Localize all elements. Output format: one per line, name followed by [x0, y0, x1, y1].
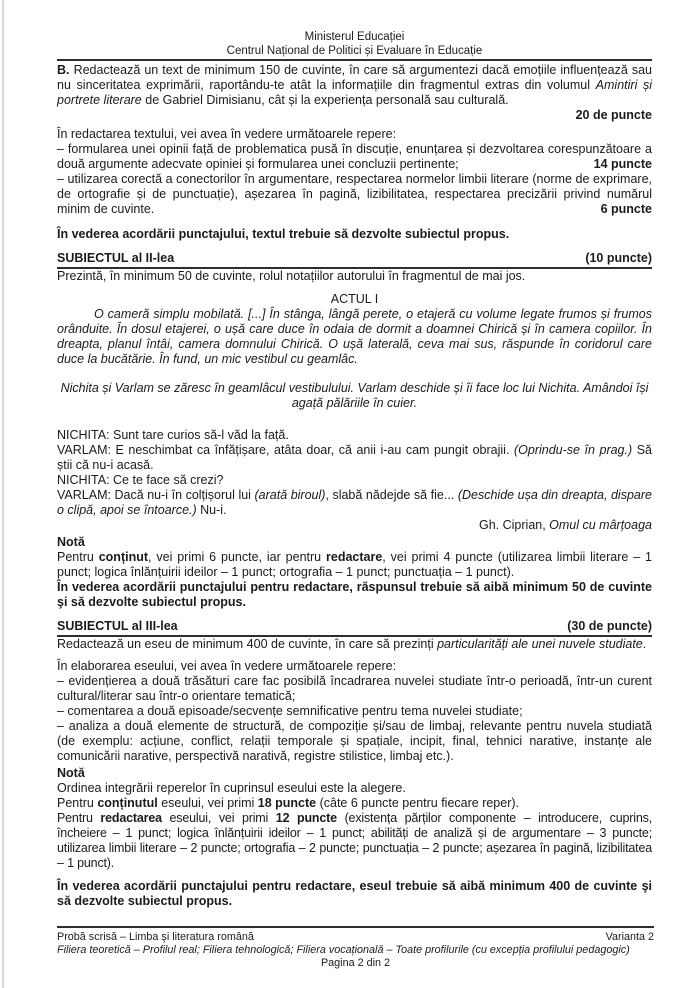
subject-3-task-emphasis: particularități ale unei nuvele studiate	[437, 637, 643, 651]
section-b-label: B.	[57, 63, 70, 77]
subject-3-closing-note: În vederea acordării punctajului pentru redactare, eseul trebuie să aibă minimum 400 de cuvinte şi să dezvolte subiectul propus.	[57, 879, 652, 908]
page-footer	[57, 926, 654, 970]
subject-2-closing-note: În vederea acordării punctajului pentru redactare, răspunsul trebuie să aibă minimum 50 de cuvinte şi să dezvolte subiectul propus.	[57, 580, 652, 609]
author-name: Gh. Ciprian,	[479, 518, 550, 532]
header-institution: Centrul Național de Politici și Evaluare în Educație	[226, 45, 483, 57]
requirement-2-points: 6 puncte	[600, 202, 652, 216]
section-b-requirement-2	[57, 172, 652, 217]
subject-2-title: SUBIECTUL al II-lea	[57, 251, 175, 265]
dialogue-line-4-stage-direction-2: (Deschide ușa din dreapta, dispare o clipă, apoi se întoarce.)	[57, 488, 652, 517]
subject-2-task: Prezintă, în minimum 50 de cuvinte, rolul notațiilor autorului în fragmentul de mai jos.	[57, 269, 526, 283]
section-b-closing-note: În vederea acordării punctajului, textul trebuie să dezvolte subiectul propus.	[57, 227, 510, 241]
dialogue-line-1: NICHITA: Sunt tare curios să-l văd la față.	[57, 428, 289, 442]
section-b-points: 20 de puncte	[575, 108, 652, 122]
document-header	[57, 30, 652, 61]
header-ministry: Ministerul Educației	[304, 31, 405, 43]
dialogue-line-4-text-mid: , slabă nădejde să fie...	[325, 488, 458, 502]
dialogue-line-3: NICHITA: Ce te face să crezi?	[57, 473, 224, 487]
note3-text-2: eseului, vei primi	[157, 796, 258, 810]
note3-text-5: eseului, vei primi	[161, 811, 276, 825]
note-text-2: , vei primi 6 puncte, iar pentru	[148, 550, 326, 564]
section-b-guidelines-intro: În redactarea textului, vei avea în vedere următoarele repere:	[57, 127, 397, 141]
requirement-1-text: – formularea unei opinii față de problematica pusă în discuție, enunțarea și dezvoltarea corespunzătoare a două argumente adecvate opiniei și formularea unei concluzii pertinente;	[57, 142, 652, 171]
dialogue-line-4	[57, 488, 652, 518]
page-edge-line	[2, 0, 4, 988]
subject-3-task-end: .	[642, 637, 647, 651]
dialogue-line-4-text: VARLAM: Dacă nu-i în colțișorul lui	[57, 488, 255, 502]
dialogue-block	[57, 428, 652, 518]
subject-3-guidelines-intro: În elaborarea eseului, vei avea în vedere următoarele repere:	[57, 659, 397, 673]
work-title: Omul cu mârțoaga	[549, 518, 652, 532]
subject-3-note-line-3	[57, 811, 652, 871]
subject-2-heading	[57, 251, 652, 269]
footer-variant: Varianta 2	[605, 931, 654, 943]
subject-3-points: (30 de puncte)	[567, 619, 652, 633]
note3-bold-redactarea: redactarea	[100, 811, 162, 825]
note3-text-4: Pentru	[57, 811, 101, 825]
note3-text-6: (existența părților componente – introducere, cuprins, încheiere – 1 punct; logica înlănțuirii ideilor – 1 punct; abilități de analiză și de argumentare – 3 puncte; utilizarea limbii literare – 2 puncte; ortografia – 2 puncte; punctuația – 2 puncte; așezarea în pagină, lizibilitatea – 1 punct).	[57, 811, 653, 870]
note-bold-redactare: redactare	[326, 550, 383, 564]
requirement-2-text: – utilizarea corectă a conectorilor în argumentare, respectarea normelor limbii literare (norme de exprimare, de ortografie și de punctuație), așezarea în pagină, lizibilitatea, respectarea precizării privind numărul minim de cuvinte.	[57, 172, 652, 216]
subject-3-task-text: Redactează un eseu de minimum 400 de cuvinte, în care să prezinți	[57, 637, 438, 651]
dialogue-line-2-stage-direction: (Oprindu-se în prag.)	[513, 443, 633, 457]
dialogue-line-2-text-end: Să știi că nu-i acasă.	[57, 443, 652, 472]
stage-directions-paragraph: O cameră simplu mobilată. [...] În stânga, lângă perete, o etajeră cu volume legate frumos și frumos orânduite. În dosul etajerei, o ușă care duce în odaia de dormit a doamnei Chirică și în camera copiilor. În dreapta, planul întâi, camera domnului Chirică. O ușă laterală, ceva mai sus, răspunde în coridorul care duce la bucătărie. În fund, un mic vestibul cu geamlâc.	[57, 307, 652, 366]
subject-3-bullet-1: – evidențierea a două trăsături care fac posibilă încadrarea nuvelei studiate într-o perioadă, într-un curent cultural/literar sau într-o orientare tematică;	[57, 674, 652, 703]
subject-3-heading	[57, 619, 652, 637]
subject-2-points: (10 puncte)	[585, 251, 652, 265]
act-title: ACTUL I	[330, 292, 379, 306]
footer-page-indicator: Pagina 2 din 2	[320, 957, 391, 969]
subject-3-note-line-2	[57, 796, 652, 811]
note-text-3: , vei primi 4 puncte (utilizarea limbii literare – 1 punct; logica înlănțuirii ideilor – 1 punct; ortografia – 1 punct; punctuația – 1 punct).	[57, 550, 652, 579]
footer-exam-name: Probă scrisă – Limba şi literatura română	[57, 931, 254, 943]
subject-3-note-title: Notă	[57, 766, 85, 780]
section-b-task-volume-title: Amintiri și portrete literare	[57, 78, 653, 107]
dialogue-line-2-text: VARLAM: E neschimbat ca înfățișare, atâta doar, că anii i-au cam pungit obrajii.	[57, 443, 514, 457]
subject-3-task	[57, 637, 652, 652]
subject-3-bullet-2: – comentarea a două episoade/secvențe semnificative pentru tema nuvelei studiate;	[57, 704, 523, 718]
footer-row-1	[57, 931, 654, 944]
note3-bold-18: 18 puncte	[257, 796, 317, 810]
subject-2-note-text	[57, 550, 652, 580]
subject-2-note-title: Notă	[57, 535, 85, 549]
footer-track-line: Filiera teoretică – Profilul real; Filiera tehnologică; Filiera vocațională – Toate profilurile (cu excepția profilului pedagogic)	[57, 944, 630, 956]
section-b-task-text: Redactează un text de minimum 150 de cuvinte, în care să argumentezi dacă emoțiile influențează sau nu sinceritatea exprimării, raportându-te atât la informațiile din fragmentul extras din volumul	[57, 63, 652, 92]
stage-note-centered: Nichita și Varlam se zăresc în geamlâcul vestibulului. Varlam deschide și îi face loc lui Nichita. Amândoi își agață pălăriile în cuier.	[60, 381, 649, 410]
dialogue-line-4-text-end: Nu-i.	[196, 503, 227, 517]
note3-text-1: Pentru	[57, 796, 98, 810]
subject-3-title: SUBIECTUL al III-lea	[57, 619, 178, 633]
section-b-requirement-1	[57, 142, 652, 172]
note3-bold-12: 12 puncte	[275, 811, 337, 825]
note3-text-3: (câte 6 puncte pentru fiecare reper).	[316, 796, 520, 810]
dialogue-line-4-stage-direction-1: (arată biroul)	[254, 488, 326, 502]
note-bold-content: conținut	[98, 550, 149, 564]
requirement-1-points: 14 puncte	[593, 157, 652, 171]
section-b-task	[57, 63, 652, 108]
dialogue-line-2	[57, 443, 652, 473]
subject-3-note-line-1: Ordinea integrării reperelor în cuprinsul eseului este la alegere.	[57, 781, 406, 795]
note-text-1: Pentru	[57, 550, 99, 564]
subject-3-bullet-3: – analiza a două elemente de structură, de compoziție și/sau de limbaj, relevante pentru nuvela studiată (de exemplu: acțiune, conflict, relații temporale și spațiale, incipit, final, tehnici narative, instanțe ale comunicării narative, perspectivă narativă, registre stilistice, limbaj etc.).	[57, 719, 652, 763]
section-b-task-text-end: de Gabriel Dimisianu, cât și la experiența personală sau culturală.	[141, 93, 509, 107]
note3-bold-continut: conținutul	[97, 796, 158, 810]
source-attribution	[57, 518, 652, 533]
